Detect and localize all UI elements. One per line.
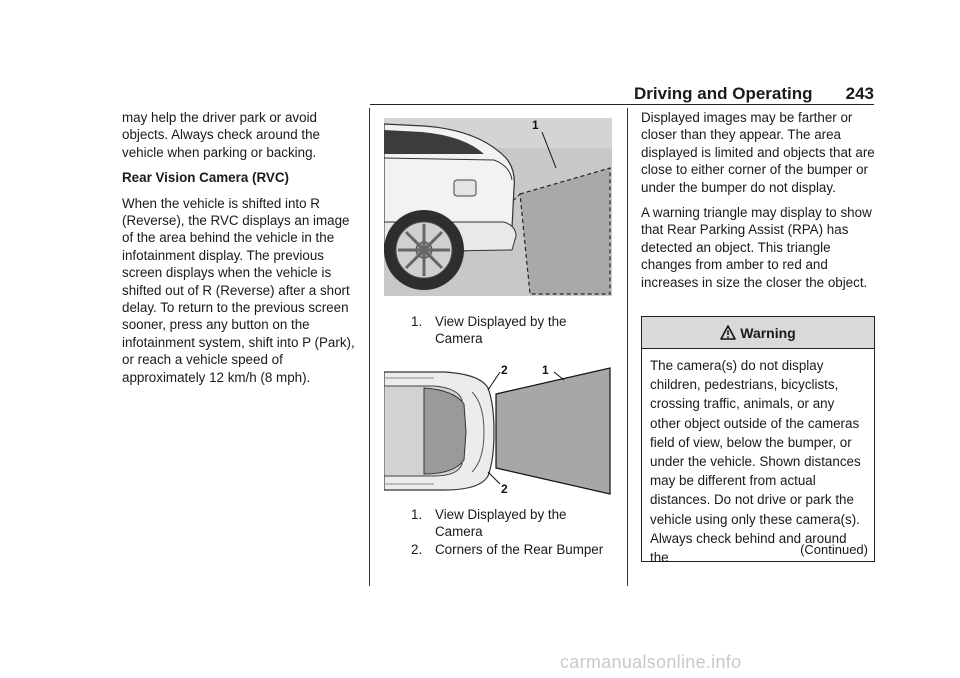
rear-camera-view-illustration: [384, 118, 612, 296]
caption-num: 2.: [411, 541, 423, 557]
top-camera-view-illustration: [384, 364, 612, 496]
header-rule: [370, 104, 874, 105]
callout-2-bottom: 2: [501, 482, 508, 496]
warning-triangle-icon: [720, 325, 736, 340]
caption-text: Corners of the Rear Bumper: [435, 541, 604, 557]
rvc-body-paragraph: When the vehicle is shifted into R (Reverse), the RVC displays an image of the area behind the vehicle in the infotainment display. The previous screen displays when the vehicle is shifted out of R (Reverse) after a short delay. To return to the previous screen sooner, press any button on the infotainment system, shift into P (Park), or reach a vehicle speed of approximately 12 km/h (8 mph).: [122, 195, 355, 385]
caption-num: 1.: [411, 314, 423, 329]
left-column: [122, 109, 362, 394]
caption-text-cont: Camera: [435, 524, 483, 540]
display-paragraph: Displayed images may be farther or closer than they appear. The area displayed is limited and objects that are close to either corner of the bumper or under the bumper do not display.: [641, 110, 875, 195]
rvc-subheading: Rear Vision Camera (RVC): [122, 170, 289, 186]
caption-text: View Displayed by the: [435, 507, 567, 522]
caption-num: 1.: [411, 507, 423, 522]
column-divider-left: [369, 108, 370, 586]
caption-text-cont: Camera: [435, 331, 483, 347]
caption-text: View Displayed by the: [435, 314, 567, 329]
callout-2-top: 2: [501, 364, 508, 377]
warning-body: The camera(s) do not display children, pedestrians, bicyclists, crossing traffic, animals, or any other object outside of the cameras field of view, below the bumper, or under the vehicle. Shown distances may be different from actual distances. Do not drive or park the vehicle using only these camera(s). Always check behind and around the: [650, 358, 861, 566]
intro-paragraph: may help the driver park or avoid objects. Always check around the vehicle when parking or backing.: [122, 110, 320, 160]
column-divider-right: [627, 108, 628, 586]
continued-label: (Continued): [800, 542, 868, 557]
warning-header: [642, 317, 874, 349]
section-title: Driving and Operating: [634, 84, 813, 103]
callout-1: 1: [532, 118, 539, 132]
right-column: [641, 109, 877, 299]
footer-watermark: carmanualsonline.info: [560, 652, 742, 672]
warning-title: Warning: [740, 324, 796, 341]
warning-box: [641, 316, 875, 566]
figure1-caption: [411, 313, 611, 348]
callout-1: 1: [542, 364, 549, 377]
figure2-caption: [411, 506, 621, 558]
rpa-paragraph: A warning triangle may display to show that Rear Parking Assist (RPA) has detected an object. This triangle changes from amber to red and increases in size the closer the object.: [641, 205, 872, 290]
page-number: 243: [845, 84, 874, 103]
